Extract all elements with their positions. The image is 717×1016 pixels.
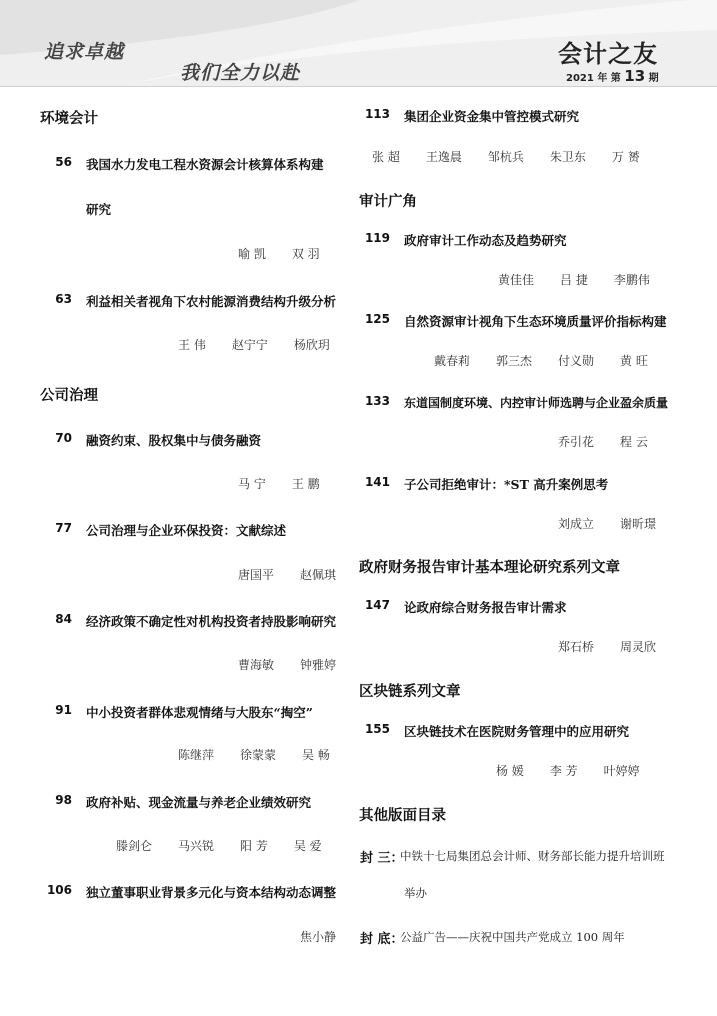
issue-label bbox=[566, 67, 659, 85]
article-page: 113 bbox=[364, 107, 390, 121]
author: 叶婷婷 bbox=[603, 764, 640, 778]
article-page: 155 bbox=[364, 722, 390, 736]
author: 双 羽 bbox=[291, 247, 320, 261]
author: 吴 畅 bbox=[302, 748, 330, 762]
author: 焦小静 bbox=[300, 930, 337, 944]
article-authors bbox=[238, 245, 320, 262]
author: 戴春莉 bbox=[434, 354, 471, 368]
author: 郑石桥 bbox=[558, 640, 595, 654]
author: 徐蒙蒙 bbox=[240, 748, 277, 762]
author: 陈继萍 bbox=[178, 748, 215, 762]
section-title: 公司治理 bbox=[40, 388, 98, 404]
article-title[interactable]: 区块链技术在医院财务管理中的应用研究 bbox=[404, 724, 630, 739]
article-authors bbox=[498, 271, 650, 288]
article-authors bbox=[558, 638, 656, 655]
article-authors bbox=[558, 433, 648, 450]
author: 王逸晨 bbox=[425, 150, 462, 164]
article-title[interactable]: 我国水力发电工程水资源会计核算体系构建 bbox=[86, 157, 324, 172]
article-title[interactable]: 自然资源审计视角下生态环境质量评价指标构建 bbox=[404, 314, 667, 329]
author: 朱卫东 bbox=[549, 150, 586, 164]
other-item-label: 封 三： bbox=[360, 851, 404, 866]
other-item-text: 公益广告——庆祝中国共产党成立 100 周年 bbox=[400, 930, 625, 944]
author: 邹杭兵 bbox=[487, 150, 524, 164]
section-title: 政府财务报告审计基本理论研究系列文章 bbox=[359, 560, 620, 576]
article-authors bbox=[300, 928, 336, 945]
author: 吴 爱 bbox=[293, 839, 322, 853]
author: 赵宁宁 bbox=[231, 338, 268, 352]
magazine-title: 会计之友 bbox=[558, 40, 658, 68]
author: 王 伟 bbox=[178, 338, 206, 352]
article-authors bbox=[238, 566, 336, 583]
other-item-label: 封 底： bbox=[360, 932, 404, 947]
other-item-text: 中铁十七局集团总会计师、财务部长能力提升培训班 bbox=[400, 849, 665, 863]
article-authors bbox=[178, 746, 330, 763]
article-title[interactable]: 融资约束、股权集中与债务融资 bbox=[86, 433, 262, 448]
author: 滕剑仑 bbox=[116, 839, 153, 853]
author: 杨 媛 bbox=[496, 764, 524, 778]
article-page: 106 bbox=[46, 883, 72, 897]
author: 王 鹏 bbox=[291, 477, 320, 491]
slogan-line-1: 追求卓越 bbox=[44, 41, 125, 63]
author: 万 赟 bbox=[611, 150, 640, 164]
author: 付义勋 bbox=[558, 354, 595, 368]
issue-number: 13 bbox=[624, 67, 646, 85]
article-title[interactable]: 集团企业资金集中管控模式研究 bbox=[404, 109, 580, 124]
author: 赵佩琪 bbox=[300, 568, 337, 582]
author: 黄 旺 bbox=[620, 354, 648, 368]
author: 杨欣玥 bbox=[293, 338, 330, 352]
article-page: 98 bbox=[55, 793, 72, 807]
author: 曹海敏 bbox=[238, 658, 275, 672]
article-page: 125 bbox=[364, 312, 390, 326]
article-title[interactable]: 独立董事职业背景多元化与资本结构动态调整 bbox=[86, 885, 337, 900]
article-authors bbox=[178, 336, 330, 353]
article-title[interactable]: 中小投资者群体悲观情绪与大股东“掏空” bbox=[86, 705, 313, 720]
article-title[interactable]: 子公司拒绝审计：*ST 高升案例思考 bbox=[404, 477, 609, 492]
article-page: 77 bbox=[55, 521, 72, 535]
article-authors bbox=[238, 656, 336, 673]
author: 张 超 bbox=[372, 150, 400, 164]
article-authors bbox=[558, 515, 656, 532]
page-header bbox=[0, 0, 717, 87]
article-title[interactable]: 东道国制度环境、内控审计师选聘与企业盈余质量 bbox=[404, 396, 669, 410]
author: 乔引花 bbox=[558, 435, 595, 449]
article-title[interactable]: 论政府综合财务报告审计需求 bbox=[404, 600, 567, 615]
author: 李鹏伟 bbox=[613, 273, 650, 287]
article-authors bbox=[238, 475, 320, 492]
article-page: 56 bbox=[55, 155, 72, 169]
author: 郭三杰 bbox=[496, 354, 533, 368]
author: 刘成立 bbox=[558, 517, 595, 531]
author: 喻 凯 bbox=[238, 247, 266, 261]
author: 黄佳佳 bbox=[498, 273, 535, 287]
section-title: 区块链系列文章 bbox=[359, 684, 461, 700]
article-page: 119 bbox=[364, 231, 390, 245]
author: 李 芳 bbox=[549, 764, 578, 778]
author: 周灵欣 bbox=[620, 640, 657, 654]
author: 谢昕璟 bbox=[620, 517, 657, 531]
article-authors bbox=[116, 837, 322, 854]
article-page: 70 bbox=[55, 431, 72, 445]
article-page: 147 bbox=[364, 598, 390, 612]
article-title[interactable]: 政府审计工作动态及趋势研究 bbox=[404, 233, 567, 248]
author: 阳 芳 bbox=[240, 839, 268, 853]
article-title-cont[interactable]: 研究 bbox=[86, 202, 112, 217]
article-title[interactable]: 经济政策不确定性对机构投资者持股影响研究 bbox=[86, 614, 337, 629]
article-page: 84 bbox=[55, 612, 72, 626]
article-page: 91 bbox=[55, 703, 72, 717]
article-authors bbox=[496, 762, 640, 779]
article-title[interactable]: 政府补贴、现金流量与养老企业绩效研究 bbox=[86, 795, 312, 810]
article-authors bbox=[434, 352, 648, 369]
author: 马 宁 bbox=[238, 477, 266, 491]
article-page: 141 bbox=[364, 475, 390, 489]
section-title: 审计广角 bbox=[359, 194, 417, 210]
article-page: 133 bbox=[364, 394, 390, 408]
issue-year: 2021 年 第 bbox=[566, 73, 621, 84]
author: 钟雅婷 bbox=[300, 658, 337, 672]
slogan-line-2: 我们全力以赴 bbox=[180, 62, 301, 84]
author: 程 云 bbox=[620, 435, 648, 449]
article-page: 63 bbox=[55, 292, 72, 306]
author: 吕 捷 bbox=[560, 273, 588, 287]
article-authors bbox=[372, 148, 640, 165]
other-item-text-cont: 举办 bbox=[404, 886, 427, 900]
section-title: 环境会计 bbox=[40, 111, 98, 127]
author: 唐国平 bbox=[238, 568, 275, 582]
article-title[interactable]: 利益相关者视角下农村能源消费结构升级分析 bbox=[86, 294, 337, 309]
article-title[interactable]: 公司治理与企业环保投资：文献综述 bbox=[86, 523, 287, 538]
section-title: 其他版面目录 bbox=[359, 808, 446, 824]
issue-suffix: 期 bbox=[648, 73, 659, 84]
author: 马兴锐 bbox=[178, 839, 215, 853]
